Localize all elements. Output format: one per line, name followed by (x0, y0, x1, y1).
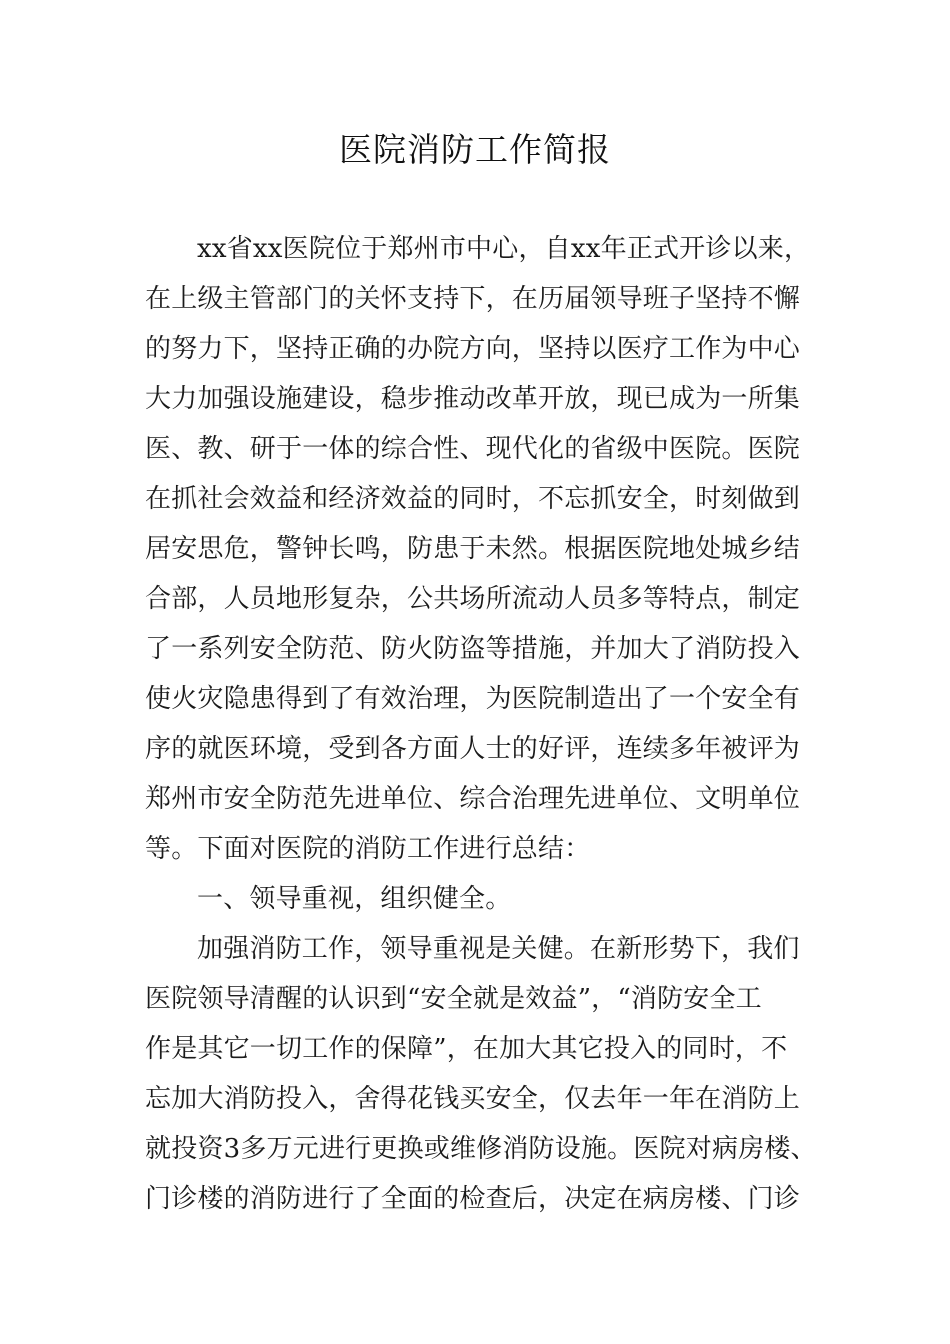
paragraph-line: 门诊楼的消防进行了全面的检查后，决定在病房楼、门诊 (145, 1184, 801, 1214)
document-body (145, 224, 815, 1224)
paragraph-line: 大力加强设施建设，稳步推动改革开放，现已成为一所集 (145, 384, 801, 414)
paragraph-line: 忘加大消防投入，舍得花钱买安全，仅去年一年在消防上 (145, 1084, 801, 1114)
paragraph-line: 加强消防工作，领导重视是关健。在新形势下，我们 (197, 934, 800, 964)
paragraph-line: 作是其它一切工作的保障”，在加大其它投入的同时，不 (145, 1034, 788, 1064)
section-heading: 一、领导重视，组织健全。 (197, 884, 512, 914)
paragraph-line: 郑州市安全防范先进单位、综合治理先进单位、文明单位 (145, 784, 801, 814)
paragraph-line: 就投资3多万元进行更换或维修消防设施。医院对病房楼、 (145, 1134, 817, 1164)
paragraph-line: 在抓社会效益和经济效益的同时，不忘抓安全，时刻做到 (145, 484, 801, 514)
paragraph-line: 合部，人员地形复杂，公共场所流动人员多等特点，制定 (145, 584, 801, 614)
paragraph-line: 医、教、研于一体的综合性、现代化的省级中医院。医院 (145, 434, 801, 464)
paragraph-line: xx省xx医院位于郑州市中心，自xx年正式开诊以来， (197, 234, 811, 264)
paragraph-line: 等。下面对医院的消防工作进行总结： (145, 834, 591, 864)
paragraph-line: 了一系列安全防范、防火防盗等措施，并加大了消防投入 (145, 634, 801, 664)
paragraph-line: 的努力下，坚持正确的办院方向，坚持以医疗工作为中心 (145, 334, 801, 364)
paragraph-line: 序的就医环境，受到各方面人士的好评，连续多年被评为 (145, 734, 801, 764)
paragraph-line: 使火灾隐患得到了有效治理，为医院制造出了一个安全有 (145, 684, 801, 714)
paragraph-line: 居安思危，警钟长鸣，防患于未然。根据医院地处城乡结 (145, 534, 801, 564)
paragraph-line: 在上级主管部门的关怀支持下，在历届领导班子坚持不懈 (145, 284, 801, 314)
paragraph-line: 医院领导清醒的认识到“安全就是效益”，“消防安全工 (145, 984, 762, 1014)
document-title: 医院消防工作简报 (339, 130, 611, 169)
